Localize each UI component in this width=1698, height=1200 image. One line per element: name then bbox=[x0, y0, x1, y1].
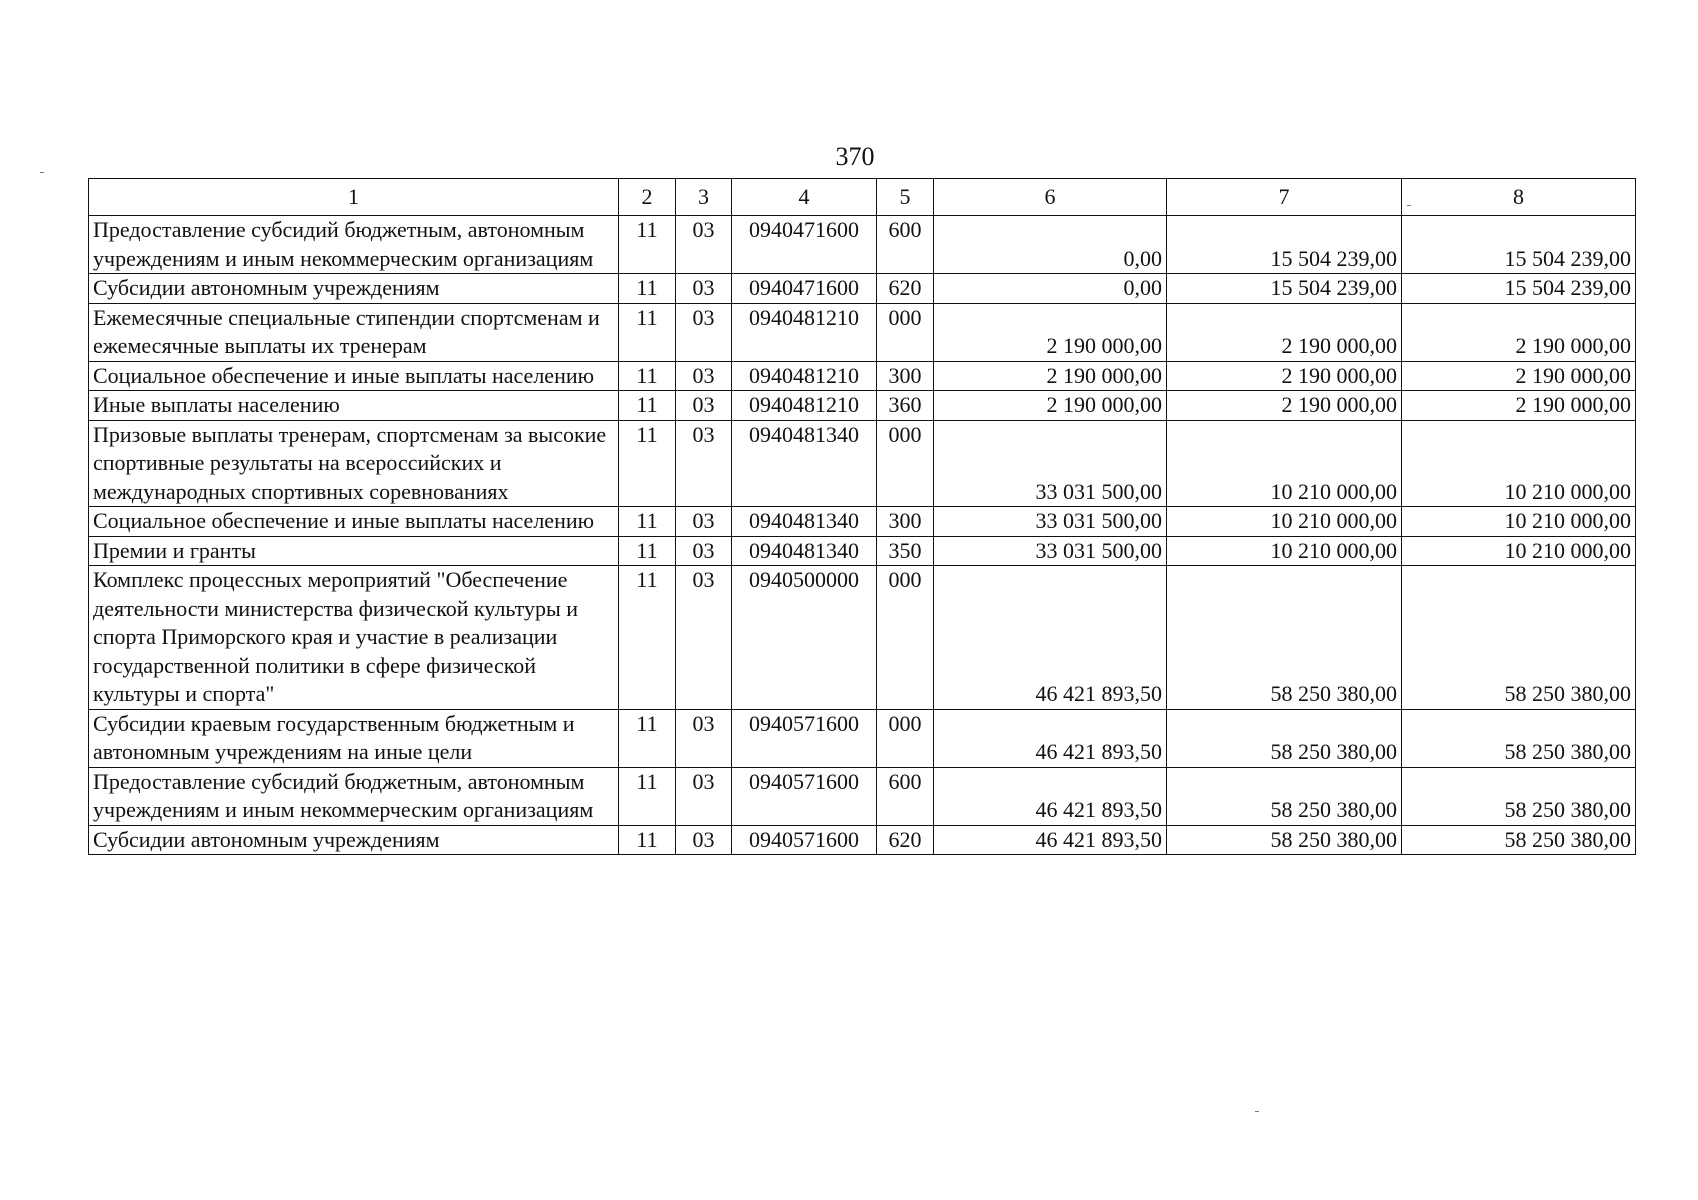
amount-col-6: 33 031 500,00 bbox=[934, 420, 1167, 507]
section-code: 11 bbox=[619, 566, 676, 710]
table-row bbox=[89, 274, 1636, 304]
amount-col-6: 46 421 893,50 bbox=[934, 709, 1167, 767]
row-name: Ежемесячные специальные стипендии спортсменам и ежемесячные выплаты их тренерам bbox=[89, 303, 619, 361]
table-row bbox=[89, 420, 1636, 507]
amount-col-7: 10 210 000,00 bbox=[1167, 536, 1402, 566]
column-header-8: 8 bbox=[1402, 179, 1636, 216]
row-name: Предоставление субсидий бюджетным, автономным учреждениям и иным некоммерческим организациям bbox=[89, 216, 619, 274]
row-name: Комплекс процессных мероприятий "Обеспечение деятельности министерства физической культуры и спорта Приморского края и участие в реализации государственной политики в сфере физической культуры и спорта" bbox=[89, 566, 619, 710]
target-article-code: 0940571600 bbox=[732, 767, 877, 825]
amount-col-7: 15 504 239,00 bbox=[1167, 274, 1402, 304]
amount-col-6: 2 190 000,00 bbox=[934, 303, 1167, 361]
table-row bbox=[89, 536, 1636, 566]
row-name: Предоставление субсидий бюджетным, автономным учреждениям и иным некоммерческим организациям bbox=[89, 767, 619, 825]
column-header-3: 3 bbox=[676, 179, 732, 216]
amount-col-8: 2 190 000,00 bbox=[1402, 361, 1636, 391]
target-article-code: 0940481210 bbox=[732, 303, 877, 361]
subsection-code: 03 bbox=[676, 361, 732, 391]
section-code: 11 bbox=[619, 361, 676, 391]
subsection-code: 03 bbox=[676, 825, 732, 855]
column-header-7: 7 bbox=[1167, 179, 1402, 216]
table-row bbox=[89, 825, 1636, 855]
row-name: Призовые выплаты тренерам, спортсменам за высокие спортивные результаты на всероссийских и международных спортивных соревнованиях bbox=[89, 420, 619, 507]
amount-col-7: 15 504 239,00 bbox=[1167, 216, 1402, 274]
subsection-code: 03 bbox=[676, 507, 732, 537]
amount-col-6: 46 421 893,50 bbox=[934, 767, 1167, 825]
subsection-code: 03 bbox=[676, 274, 732, 304]
amount-col-7: 2 190 000,00 bbox=[1167, 361, 1402, 391]
section-code: 11 bbox=[619, 216, 676, 274]
amount-col-8: 58 250 380,00 bbox=[1402, 566, 1636, 710]
section-code: 11 bbox=[619, 391, 676, 421]
column-number-row bbox=[89, 179, 1636, 216]
section-code: 11 bbox=[619, 507, 676, 537]
amount-col-6: 0,00 bbox=[934, 216, 1167, 274]
column-header-4: 4 bbox=[732, 179, 877, 216]
amount-col-6: 33 031 500,00 bbox=[934, 536, 1167, 566]
row-name: Субсидии автономным учреждениям bbox=[89, 825, 619, 855]
page-number: 370 bbox=[835, 142, 875, 171]
target-article-code: 0940471600 bbox=[732, 274, 877, 304]
table-row bbox=[89, 709, 1636, 767]
column-header-5: 5 bbox=[877, 179, 934, 216]
target-article-code: 0940481210 bbox=[732, 361, 877, 391]
amount-col-8: 10 210 000,00 bbox=[1402, 507, 1636, 537]
amount-col-6: 0,00 bbox=[934, 274, 1167, 304]
expense-type-code: 000 bbox=[877, 303, 934, 361]
row-name: Премии и гранты bbox=[89, 536, 619, 566]
section-code: 11 bbox=[619, 767, 676, 825]
expense-type-code: 000 bbox=[877, 709, 934, 767]
expense-type-code: 300 bbox=[877, 507, 934, 537]
amount-col-8: 58 250 380,00 bbox=[1402, 767, 1636, 825]
subsection-code: 03 bbox=[676, 420, 732, 507]
amount-col-8: 15 504 239,00 bbox=[1402, 274, 1636, 304]
section-code: 11 bbox=[619, 536, 676, 566]
amount-col-7: 10 210 000,00 bbox=[1167, 507, 1402, 537]
subsection-code: 03 bbox=[676, 303, 732, 361]
amount-col-6: 46 421 893,50 bbox=[934, 825, 1167, 855]
expense-type-code: 620 bbox=[877, 825, 934, 855]
amount-col-7: 58 250 380,00 bbox=[1167, 767, 1402, 825]
scan-speck bbox=[40, 172, 44, 173]
subsection-code: 03 bbox=[676, 566, 732, 710]
scan-speck bbox=[1255, 1111, 1259, 1112]
amount-col-7: 2 190 000,00 bbox=[1167, 303, 1402, 361]
expense-type-code: 300 bbox=[877, 361, 934, 391]
subsection-code: 03 bbox=[676, 767, 732, 825]
expense-type-code: 600 bbox=[877, 767, 934, 825]
amount-col-8: 58 250 380,00 bbox=[1402, 709, 1636, 767]
table-row bbox=[89, 391, 1636, 421]
amount-col-7: 2 190 000,00 bbox=[1167, 391, 1402, 421]
row-name: Иные выплаты населению bbox=[89, 391, 619, 421]
amount-col-7: 58 250 380,00 bbox=[1167, 709, 1402, 767]
target-article-code: 0940571600 bbox=[732, 825, 877, 855]
expense-type-code: 000 bbox=[877, 566, 934, 710]
expense-type-code: 620 bbox=[877, 274, 934, 304]
column-header-2: 2 bbox=[619, 179, 676, 216]
amount-col-6: 2 190 000,00 bbox=[934, 391, 1167, 421]
target-article-code: 0940481340 bbox=[732, 420, 877, 507]
section-code: 11 bbox=[619, 709, 676, 767]
target-article-code: 0940481340 bbox=[732, 507, 877, 537]
table-row bbox=[89, 767, 1636, 825]
amount-col-8: 2 190 000,00 bbox=[1402, 391, 1636, 421]
amount-col-7: 10 210 000,00 bbox=[1167, 420, 1402, 507]
amount-col-8: 10 210 000,00 bbox=[1402, 420, 1636, 507]
table-row bbox=[89, 361, 1636, 391]
section-code: 11 bbox=[619, 420, 676, 507]
section-code: 11 bbox=[619, 825, 676, 855]
expense-type-code: 000 bbox=[877, 420, 934, 507]
section-code: 11 bbox=[619, 274, 676, 304]
amount-col-6: 2 190 000,00 bbox=[934, 361, 1167, 391]
target-article-code: 0940481210 bbox=[732, 391, 877, 421]
amount-col-6: 46 421 893,50 bbox=[934, 566, 1167, 710]
row-name: Социальное обеспечение и иные выплаты населению bbox=[89, 361, 619, 391]
target-article-code: 0940471600 bbox=[732, 216, 877, 274]
expense-type-code: 600 bbox=[877, 216, 934, 274]
amount-col-8: 10 210 000,00 bbox=[1402, 536, 1636, 566]
expense-type-code: 350 bbox=[877, 536, 934, 566]
table-row bbox=[89, 566, 1636, 710]
column-header-1: 1 bbox=[89, 179, 619, 216]
row-name: Субсидии краевым государственным бюджетным и автономным учреждениям на иные цели bbox=[89, 709, 619, 767]
target-article-code: 0940571600 bbox=[732, 709, 877, 767]
target-article-code: 0940500000 bbox=[732, 566, 877, 710]
expense-type-code: 360 bbox=[877, 391, 934, 421]
amount-col-8: 2 190 000,00 bbox=[1402, 303, 1636, 361]
column-header-6: 6 bbox=[934, 179, 1167, 216]
table-row bbox=[89, 303, 1636, 361]
row-name: Субсидии автономным учреждениям bbox=[89, 274, 619, 304]
amount-col-6: 33 031 500,00 bbox=[934, 507, 1167, 537]
subsection-code: 03 bbox=[676, 216, 732, 274]
amount-col-8: 15 504 239,00 bbox=[1402, 216, 1636, 274]
table-row bbox=[89, 216, 1636, 274]
budget-table bbox=[88, 178, 1636, 855]
subsection-code: 03 bbox=[676, 391, 732, 421]
section-code: 11 bbox=[619, 303, 676, 361]
target-article-code: 0940481340 bbox=[732, 536, 877, 566]
amount-col-7: 58 250 380,00 bbox=[1167, 566, 1402, 710]
table-row bbox=[89, 507, 1636, 537]
amount-col-7: 58 250 380,00 bbox=[1167, 825, 1402, 855]
amount-col-8: 58 250 380,00 bbox=[1402, 825, 1636, 855]
subsection-code: 03 bbox=[676, 536, 732, 566]
row-name: Социальное обеспечение и иные выплаты населению bbox=[89, 507, 619, 537]
subsection-code: 03 bbox=[676, 709, 732, 767]
